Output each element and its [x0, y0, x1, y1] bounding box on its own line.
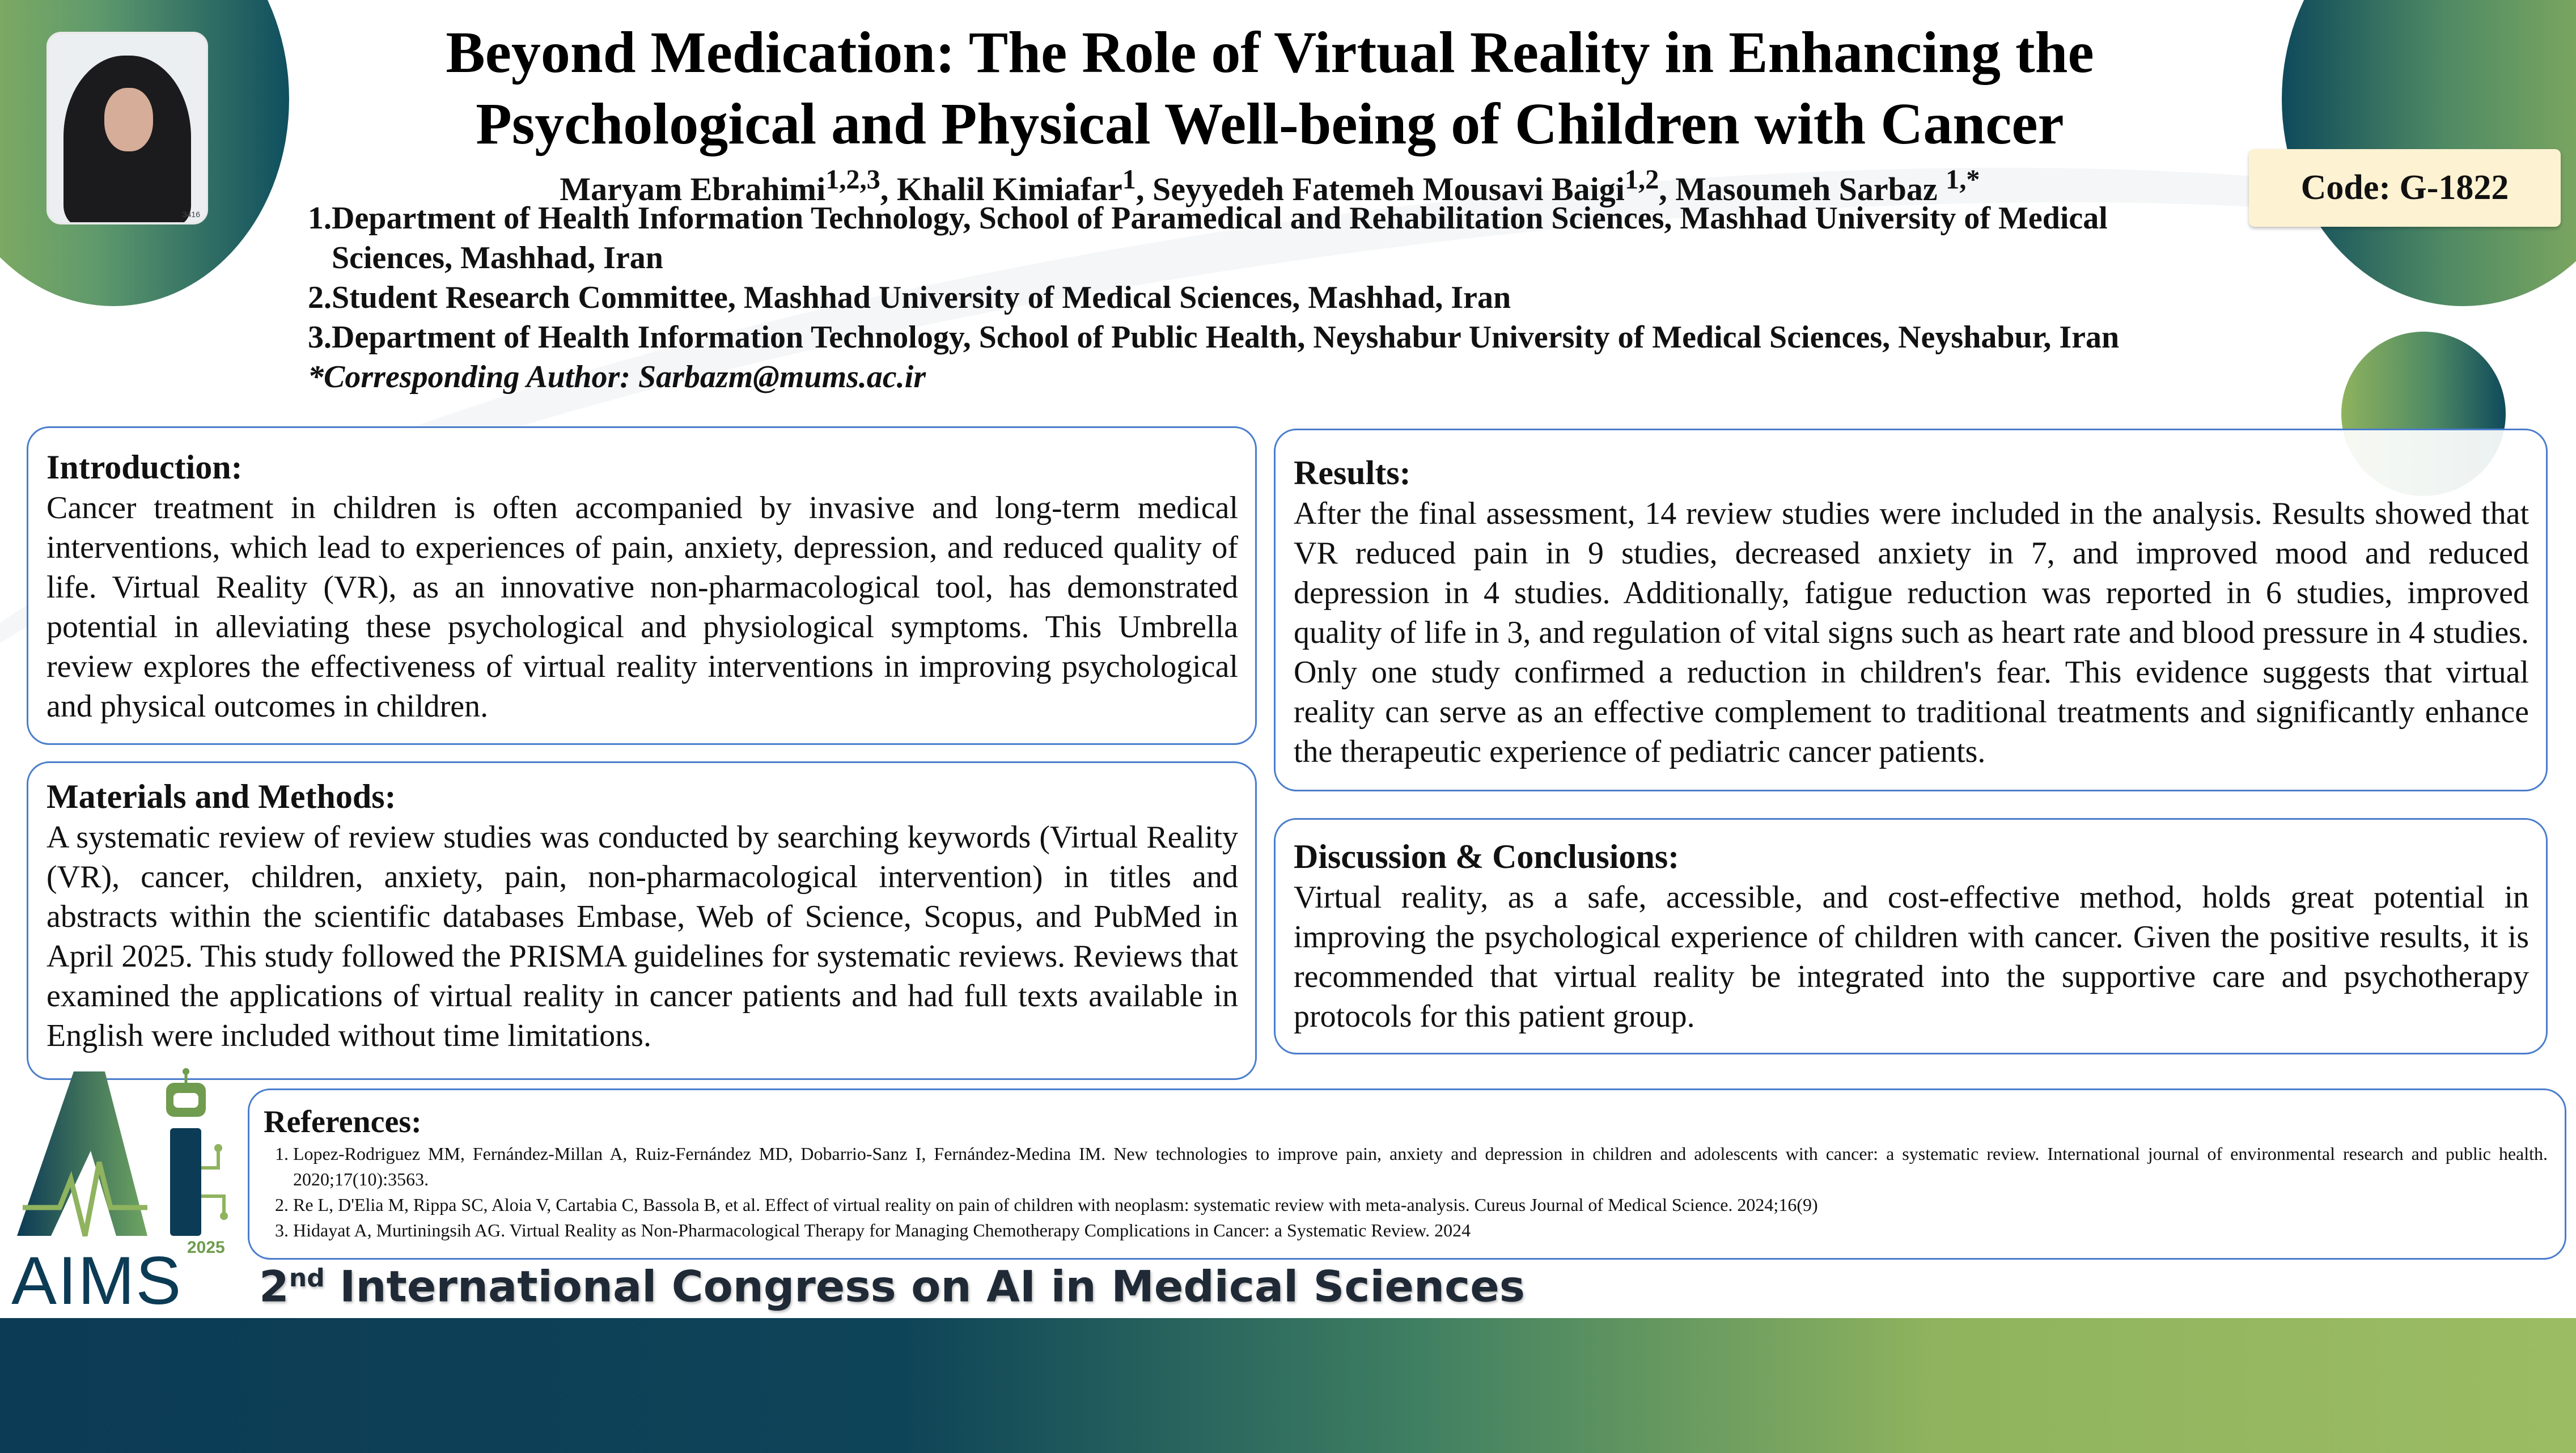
- reference-list: [264, 1141, 2548, 1243]
- logo-letter-a-shape: [17, 1071, 147, 1236]
- affiliation-item: 2. Student Research Committee, Mashhad University of Medical Sciences, Mashhad, Iran: [308, 280, 1511, 315]
- section-heading: Discussion & Conclusions:: [1294, 838, 1680, 875]
- introduction-panel: [27, 426, 1257, 745]
- discussion-panel: [1274, 818, 2548, 1054]
- aims-logo: [6, 1066, 244, 1315]
- section-heading: Introduction:: [46, 448, 243, 486]
- reference-item: 2. Re L, D'Elia M, Rippa SC, Aloia V, Cartabia C, Bassola B, et al. Effect of virtual reality on pain of children with neoplasm: systematic review with meta-analysis. Cureus Journal of Medical Science. 2024;16(9): [293, 1192, 2548, 1218]
- corresponding-author: *Corresponding Author: Sarbazm@mums.ac.ir: [308, 359, 926, 395]
- affiliation-item: 1. Department of Health Information Technology, School of Paramedical and Rehabilitation Sciences, Mashhad University of Medical Sciences, Mashhad, Iran: [308, 201, 2108, 276]
- affiliations: [308, 198, 2235, 397]
- references-panel: [248, 1088, 2566, 1260]
- author: Masoumeh Sarbaz $^{1,*}$: [1675, 165, 1980, 208]
- photo-id: 3416: [182, 210, 200, 219]
- section-body: A systematic review of review studies was conducted by searching keywords (Virtual Reality (VR), cancer, children, anxiety, pain, non-pharmacological intervention) in titles and abstracts within the scientific databases Embase, Web of Science, Scopus, and PubMed in April 2025. This study followed the PRISMA guidelines for systematic reviews. Reviews that examined the applications of virtual reality in cancer patients and had full texts available in English were included without time limitations.: [46, 820, 1238, 1053]
- section-body: After the final assessment, 14 review studies were included in the analysis. Results showed that VR reduced pain in 9 studies, decreased anxiety in 7, and improved mood and reduced depression in 4 studies. Additionally, fatigue reduction was reported in 6 studies, improved quality of life in 3, and regulation of vital signs such as heart rate and blood pressure in 4 studies. Only one study confirmed a reduction in children's fear. This evidence suggests that virtual reality can serve as an effective complement to traditional treatments and significantly enhance the therapeutic experience of pediatric cancer patients.: [1294, 496, 2529, 769]
- author: Khalil Kimiafar$^1$,: [896, 165, 1153, 208]
- methods-panel: [27, 761, 1257, 1080]
- section-heading: Materials and Methods:: [46, 778, 396, 815]
- section-heading: Results:: [1294, 454, 1411, 492]
- section-body: Virtual reality, as a safe, accessible, and cost-effective method, holds great potential in improving the psychological experience of children with cancer. Given the positive results, it is recommended that virtual reality be integrated into the supportive care and psychotherapy protocols for this patient group.: [1294, 880, 2529, 1034]
- logo-letter-i-shape: [170, 1128, 201, 1236]
- section-body: Cancer treatment in children is often accompanied by invasive and long-term medical interventions, which lead to experiences of pain, anxiety, depression, and reduced quality of life. Virtual Reality (VR), as an innovative non-pharmacological tool, has demonstrated potential in alleviating these psychological and physiological symptoms. This Umbrella review explores the effectiveness of virtual reality interventions in improving psychological and physical outcomes in children.: [46, 490, 1238, 724]
- section-heading: References:: [264, 1104, 422, 1139]
- logo-year: 2025: [187, 1238, 225, 1257]
- author-photo: [46, 32, 208, 224]
- poster-code-badge: Code: G-1822: [2249, 149, 2561, 227]
- results-panel: [1274, 429, 2548, 791]
- congress-name: 2nd International Congress on AI in Medical Sciences: [259, 1261, 1525, 1312]
- reference-item: 3. Hidayat A, Murtiningsih AG. Virtual Reality as Non-Pharmacological Therapy for Managing Chemotherapy Complications in Cancer: a Systematic Review. 2024: [293, 1218, 2548, 1243]
- reference-item: 1. Lopez-Rodriguez MM, Fernández-Millan A, Ruiz-Fernández MD, Dobarrio-Sanz I, Fernández-Medina IM. New technologies to improve pain, anxiety and depression in children and adolescents with cancer: a systematic review. International journal of environmental research and public health. 2020;17(10):3563.: [293, 1141, 2548, 1192]
- author: Maryam Ebrahimi$^{1,2,3}$,: [560, 165, 897, 208]
- logo-aims-text: AIMS: [11, 1243, 183, 1315]
- author: Seyyedeh Fatemeh Mousavi Baigi$^{1,2}$,: [1152, 165, 1676, 208]
- poster-title: Beyond Medication: The Role of Virtual Reality in Enhancing the Psychological and Physical Well-being of Children with Cancer: [446, 20, 2094, 156]
- footer-band: [0, 1318, 2576, 1453]
- affiliation-item: 3. Department of Health Information Technology, School of Public Health, Neyshabur University of Medical Sciences, Neyshabur, Iran: [308, 320, 2120, 355]
